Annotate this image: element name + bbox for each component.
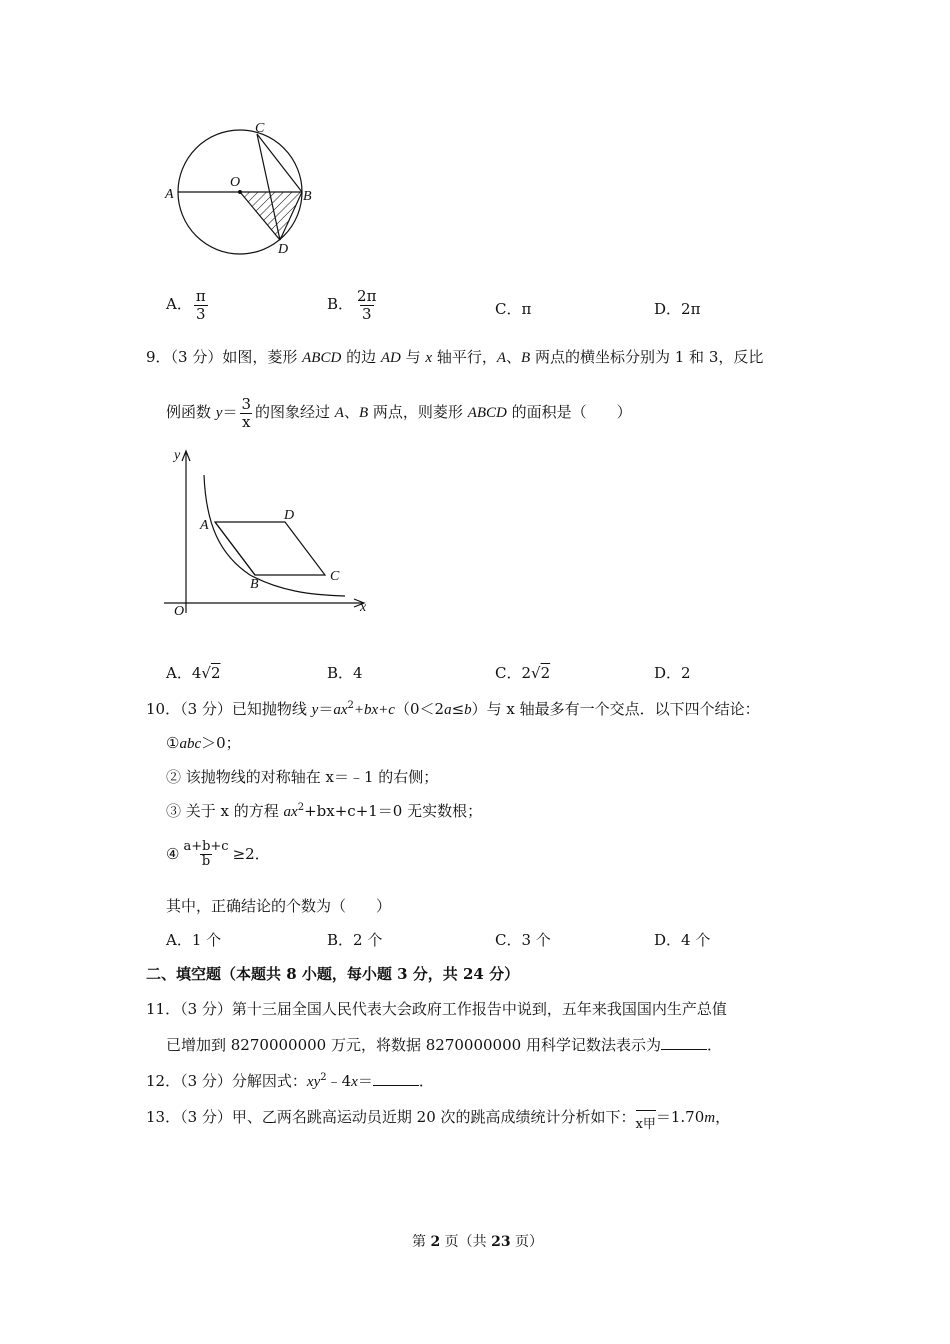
circle-figure [160,120,320,260]
q12-line: 12．（3 分）分解因式：$xy^2﹣4x=$ ． [146,1072,434,1090]
q9-line1: 9．（3 分）如图，菱形 ABCD 的边 AD 与 x 轴平行，A、B 两点的横坐标分别为 1 和 3，反比 [146,348,764,366]
q11-line2: 已增加到 8270000000 万元，将数据 8270000000 用科学记数法表示为 ． [166,1036,722,1054]
q13-line: 13．（3 分）甲、乙两名跳高运动员近期 20 次的跳高成绩统计分析如下：x甲＝1.70m， [146,1108,731,1132]
q11-line1: 11．（3 分）第十三届全国人民代表大会政府工作报告中说到，五年来我国国内生产总值 [146,1000,727,1018]
segment-ab [215,522,255,575]
q10-option-a: A．1 个 [166,931,222,949]
q10-ask: 其中，正确结论的个数为（ ） [166,897,392,915]
q10-conclusion-4: ④ $\frac{a+b+c}{b}$ ≥2． [166,839,270,870]
q9-option-a: A．4√2 [166,664,221,682]
label-b: B [250,577,259,592]
q10-conclusion-2: ② 该抛物线的对称轴在 x＝﹣1 的右侧； [166,768,439,786]
q10-conclusion-1: ①abc＞0； [166,734,241,752]
label-o: O [174,604,185,619]
q10-option-b: B．2 个 [327,931,383,949]
q9-line2: 例函数 y＝ $\frac{3}{x}$ 的图象经过 A、B 两点，则菱形 ABCD 的面积是（ ） [166,395,632,431]
q8-option-b: B． $\frac{2\pi}{3}$ [327,287,377,323]
label-x: x [360,600,367,615]
label-c: C [255,121,265,136]
label-d: D [278,242,289,257]
section-title: 二、填空题（本题共 8 小题，每小题 3 分，共 24 分） [146,965,520,983]
label-o: O [230,175,241,190]
q8-option-d: D．2π [654,300,701,318]
label-d: D [284,508,295,523]
label-c: C [330,569,340,584]
q8-option-a: A． $\frac{\pi}{3}$ [166,287,206,323]
rhombus-abcd [215,522,325,575]
q9-option-c: C．2√2 [495,664,551,682]
q9-option-b: B．4 [327,664,363,682]
label-a: A [165,187,174,202]
q9-option-d: D．2 [654,664,691,682]
answer-blank [661,1035,707,1050]
label-a: A [200,518,209,533]
q10-stem: 10．（3 分）已知抛物线 $y=ax^2+bx+c(0<2a\le b)$与 x 轴最多有一个交点．以下四个结论： [146,700,760,718]
page-footer: 第 2 页（共 23 页） [412,1234,544,1250]
q8-option-c: C．π [495,300,532,318]
rhombus-graph-figure [160,445,380,620]
answer-blank [373,1071,419,1086]
q10-option-c: C．3 个 [495,931,551,949]
label-b: B [303,189,312,204]
q10-conclusion-3: ③ 关于 x 的方程 $ax^2+bx+c+1=0$ 无实数根； [166,802,483,820]
label-y: y [174,448,181,463]
q10-option-d: D．4 个 [654,931,711,949]
